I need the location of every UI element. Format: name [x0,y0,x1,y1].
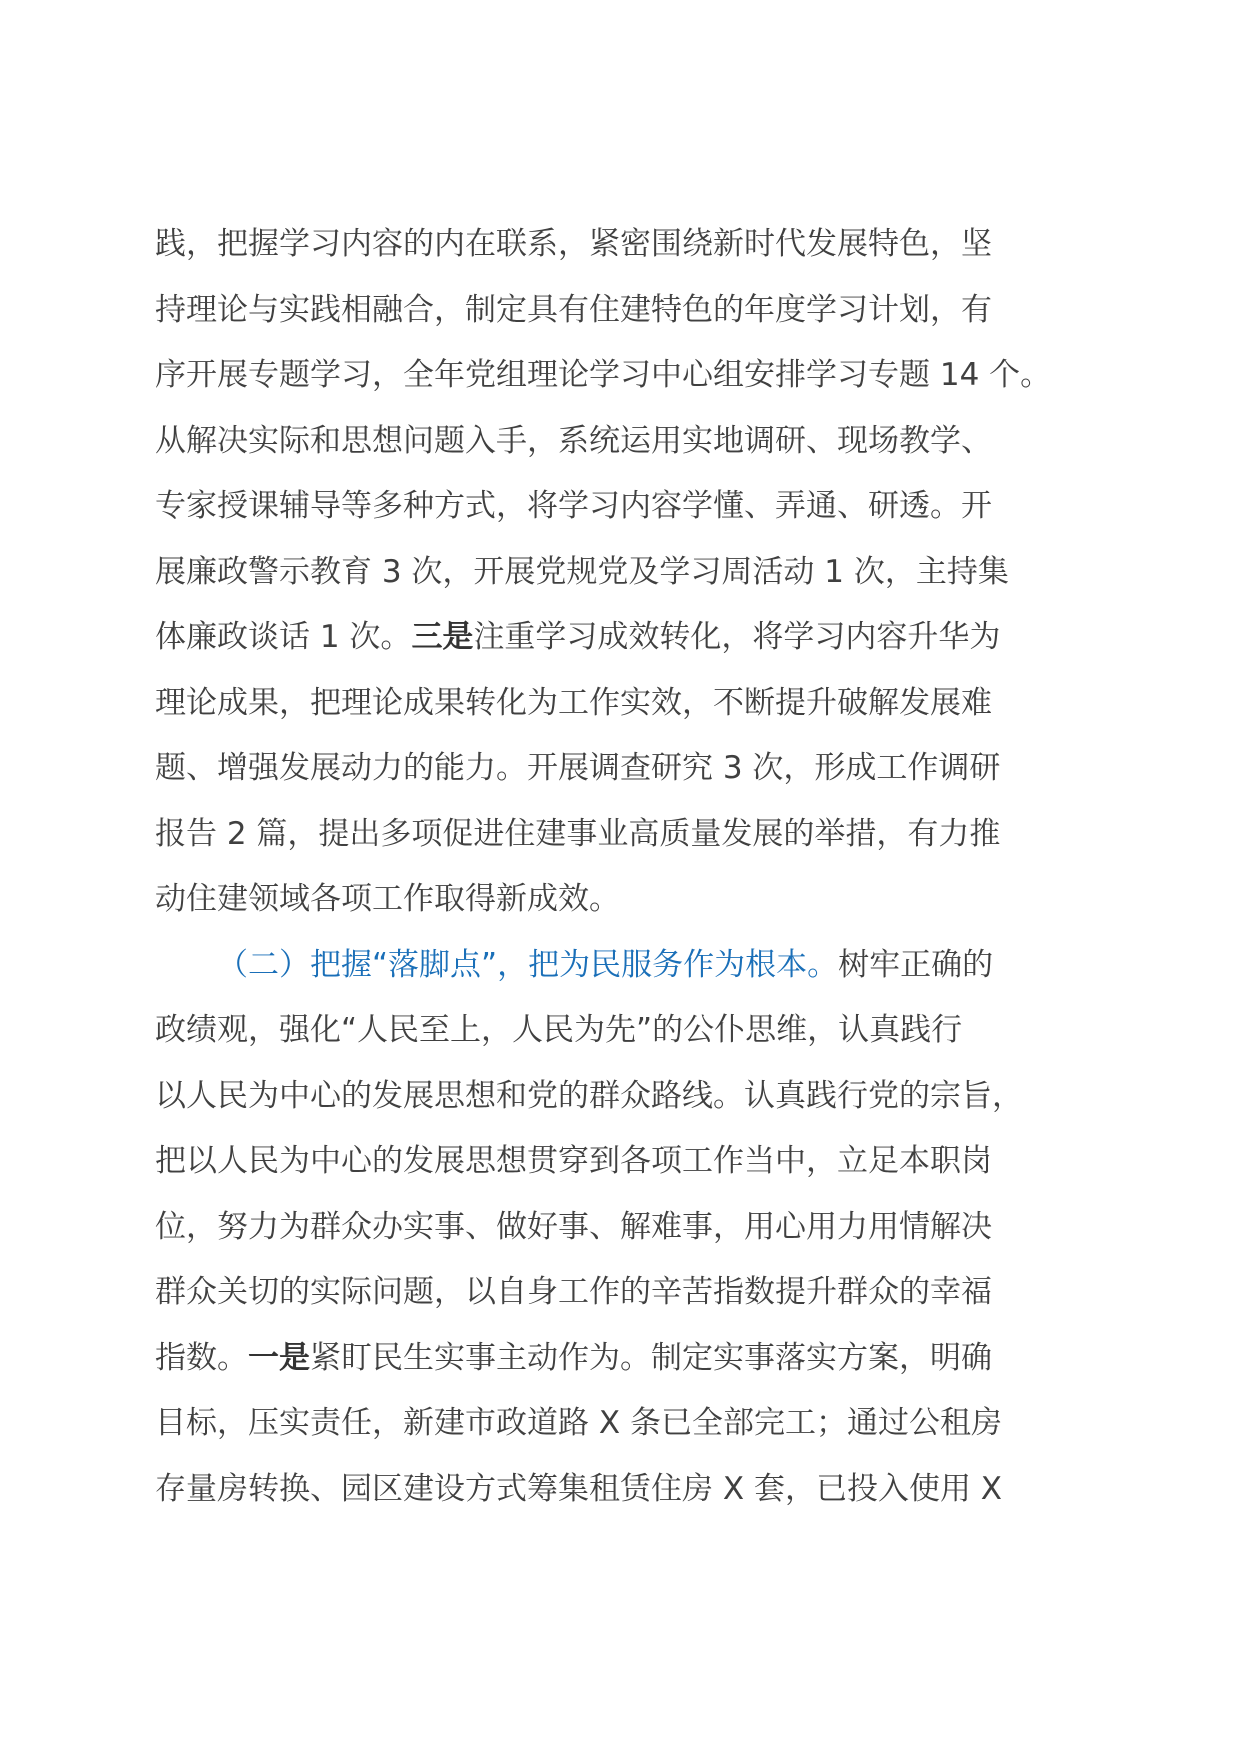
text-line: 以人民为中心的发展思想和党的群众路线。认真践行党的宗旨， [155,1077,1023,1114]
text-line: 践，把握学习内容的内在联系，紧密围绕新时代发展特色，坚 [155,226,992,262]
text-line [155,605,1115,671]
bold-marker: 三是 [411,619,474,655]
text-line: 从解决实际和思想问题入手，系统运用实地调研、现场教学、 [155,422,992,459]
document-body [155,212,1115,1522]
text-segment: 指数。 [155,1339,248,1376]
text-segment: 体廉政谈话 1 次。 [155,619,412,655]
section-heading-link[interactable]: （二）把握“落脚点”，把为民服务作为根本。 [217,946,839,983]
text-line: 目标，压实责任，新建市政道路 X 条已全部完工；通过公租房 [155,1405,1002,1441]
text-line: 理论成果，把理论成果转化为工作实效，不断提升破解发展难 [155,684,992,721]
text-line: 存量房转换、园区建设方式筹集租赁住房 X 套，已投入使用 X [155,1470,1003,1507]
text-line [155,1326,1115,1392]
text-line: 题、增强发展动力的能力。开展调查研究 3 次，形成工作调研 [155,750,1001,786]
text-segment: 注重学习成效转化，将学习内容升华为 [473,619,1001,655]
text-segment: 树牢正确的 [838,946,994,983]
bold-marker: 一是 [248,1339,310,1376]
section-heading-line [155,933,1115,999]
text-line: 群众关切的实际问题，以自身工作的辛苦指数提升群众的幸福 [155,1274,992,1310]
text-line: 位，努力为群众办实事、做好事、解难事，用心用力用情解决 [155,1208,992,1245]
text-line: 专家授课辅导等多种方式，将学习内容学懂、弄通、研透。开 [155,488,992,524]
text-line: 报告 2 篇，提出多项促进住建事业高质量发展的举措，有力推 [155,815,1001,852]
text-line: 政绩观，强化“人民至上，人民为先”的公仆思维，认真践行 [155,1012,963,1048]
text-line: 序开展专题学习，全年党组理论学习中心组安排学习专题 14 个。 [155,357,1052,393]
text-line: 展廉政警示教育 3 次，开展党规党及学习周活动 1 次，主持集 [155,553,1009,590]
text-line: 动住建领域各项工作取得新成效。 [155,881,620,917]
text-segment: 紧盯民生实事主动作为。制定实事落实方案，明确 [310,1339,992,1376]
text-line: 持理论与实践相融合，制定具有住建特色的年度学习计划，有 [155,291,992,328]
text-line: 把以人民为中心的发展思想贯穿到各项工作当中，立足本职岗 [155,1143,992,1179]
